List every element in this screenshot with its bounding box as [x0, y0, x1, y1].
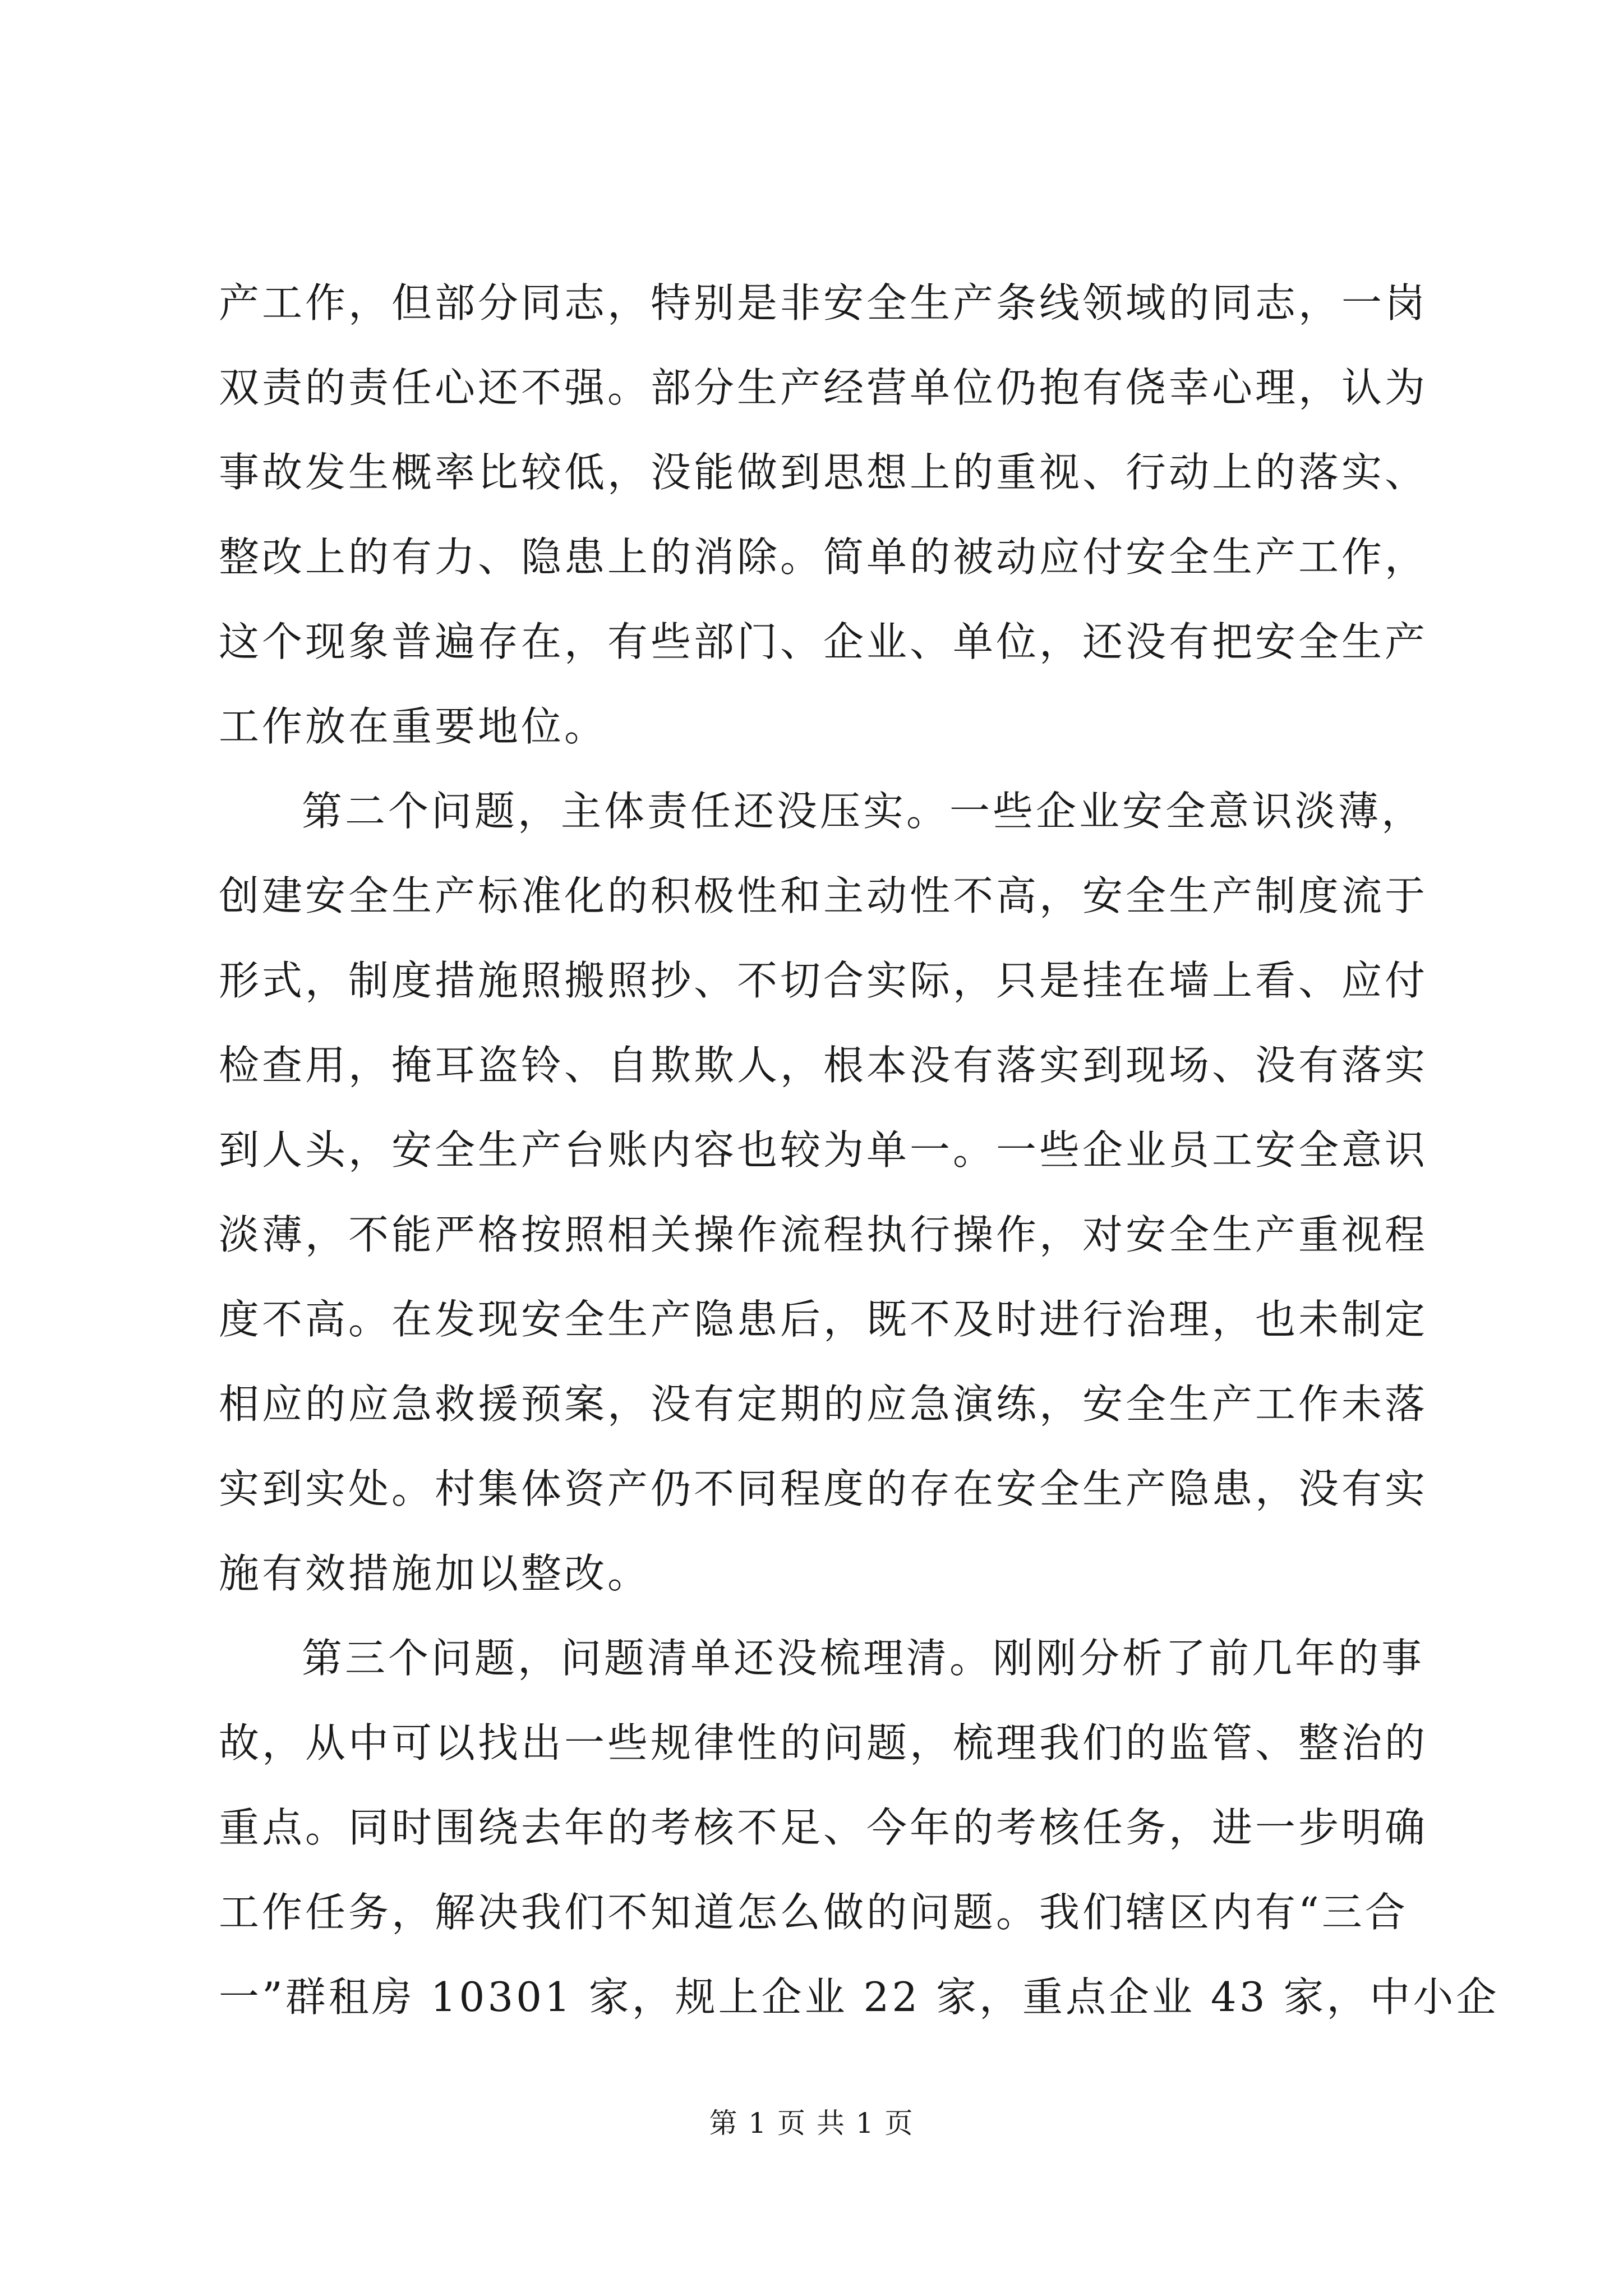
paragraph-line: 度不高。在发现安全生产隐患后，既不及时进行治理，也未制定	[219, 1296, 1428, 1343]
document-body	[219, 261, 1500, 2040]
paragraph-line: 一”群租房 10301 家，规上企业 22 家，重点企业 43 家，中小企	[219, 1973, 1500, 2021]
paragraph-line: 工作任务，解决我们不知道怎么做的问题。我们辖区内有“三合	[219, 1889, 1408, 1936]
paragraph-line: 第三个问题，问题清单还没梳理清。刚刚分析了前几年的事	[302, 1635, 1425, 1682]
paragraph-line: 相应的应急救援预案，没有定期的应急演练，安全生产工作未落	[219, 1381, 1428, 1428]
paragraph-line: 形式，制度措施照搬照抄、不切合实际，只是挂在墙上看、应付	[219, 957, 1428, 1004]
paragraph-line: 工作放在重要地位。	[219, 703, 608, 750]
paragraph-line: 淡薄，不能严格按照相关操作流程执行操作，对安全生产重视程	[219, 1211, 1428, 1258]
paragraph-line: 故，从中可以找出一些规律性的问题，梳理我们的监管、整治的	[219, 1719, 1428, 1766]
page-number-footer: 第 1 页 共 1 页	[709, 2107, 914, 2139]
paragraph-line: 实到实处。村集体资产仍不同程度的存在安全生产隐患，没有实	[219, 1465, 1428, 1512]
paragraph-line: 到人头，安全生产台账内容也较为单一。一些企业员工安全意识	[219, 1126, 1428, 1174]
paragraph-line: 事故发生概率比较低，没能做到思想上的重视、行动上的落实、	[219, 449, 1428, 496]
paragraph-line: 施有效措施加以整改。	[219, 1550, 651, 1597]
paragraph-line: 整改上的有力、隐患上的消除。简单的被动应付安全生产工作，	[219, 533, 1428, 581]
paragraph-line: 检查用，掩耳盗铃、自欺欺人，根本没有落实到现场、没有落实	[219, 1042, 1428, 1089]
paragraph-line: 重点。同时围绕去年的考核不足、今年的考核任务，进一步明确	[219, 1804, 1428, 1851]
paragraph-line: 双责的责任心还不强。部分生产经营单位仍抱有侥幸心理，认为	[219, 364, 1428, 411]
paragraph-line: 第二个问题，主体责任还没压实。一些企业安全意识淡薄，	[302, 788, 1425, 835]
paragraph-line: 这个现象普遍存在，有些部门、企业、单位，还没有把安全生产	[219, 618, 1428, 665]
paragraph-line: 创建安全生产标准化的积极性和主动性不高，安全生产制度流于	[219, 872, 1428, 919]
paragraph-line: 产工作，但部分同志，特别是非安全生产条线领域的同志，一岗	[219, 279, 1428, 326]
